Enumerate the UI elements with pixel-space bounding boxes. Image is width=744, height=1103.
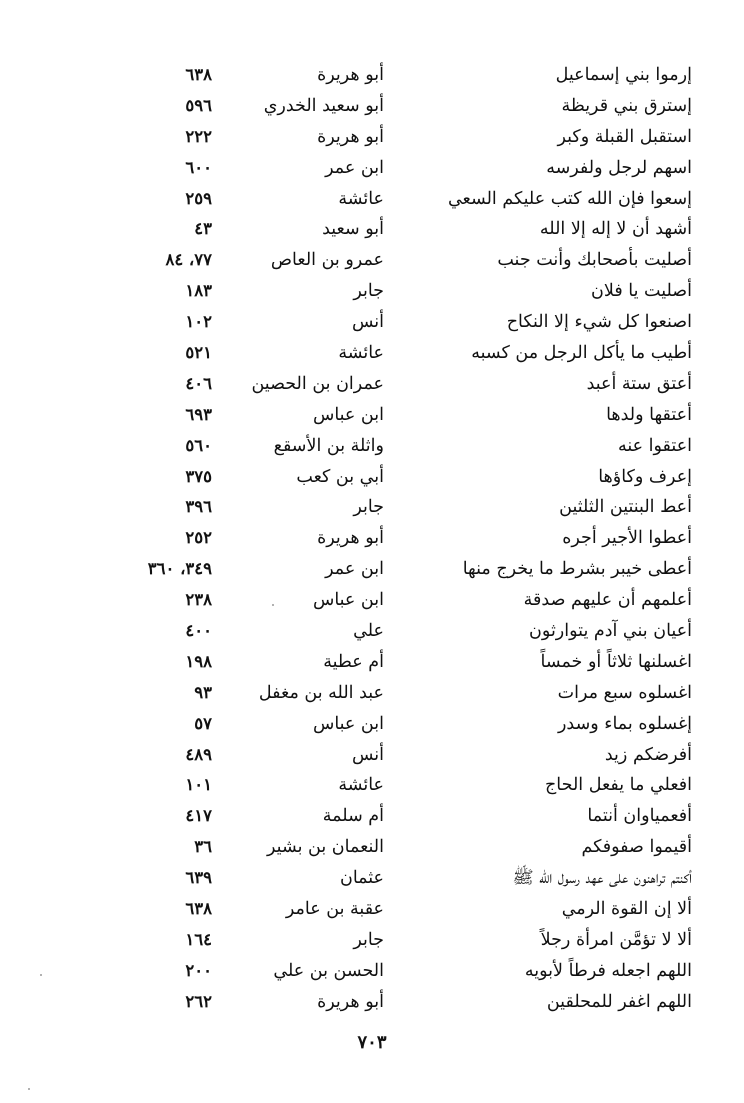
narrator-name: أبو هريرة [317,528,384,549]
narrator-name: عائشة [338,188,384,209]
narrator-name: أم عطية [323,651,384,672]
index-row [0,338,744,369]
index-row [0,832,744,863]
hadith-text: أعلمهم أن عليهم صدقة [523,590,692,611]
narrator-name: عائشة [338,775,384,796]
page-reference: ٥٧ [194,713,212,733]
page-reference: ٤٨٩ [185,744,212,764]
hadith-text: أكنتم تراهنون على عهد رسول الله ﷺ [512,868,692,889]
narrator-name: أنس [351,744,384,765]
page-reference: ٩٣ [194,682,212,702]
hadith-text: إسترق بني قريظة [561,95,692,116]
page-reference: ٧٧، ٨٤ [165,250,212,270]
narrator-name: أبو هريرة [317,126,384,147]
hadith-text: أشهد أن لا إله إلا الله [539,219,692,240]
narrator-name: جابر [353,497,384,518]
index-row [0,184,744,215]
hadith-text: إسعوا فإن الله كتب عليكم السعي [447,188,692,209]
index-row [0,894,744,925]
index-row [0,214,744,245]
page-reference: ٤٠٦ [185,373,212,393]
page-reference: ٦٣٨ [185,65,212,84]
index-row [0,647,744,678]
index-row [0,369,744,400]
page-reference: ٢٥٢ [185,528,212,548]
hadith-text: إرموا بني إسماعيل [555,65,692,85]
narrator-name: أبي بن كعب [296,466,384,487]
narrator-name: ابن عباس [312,713,384,734]
page-reference: ٦٩٣ [185,404,212,424]
hadith-text: أعتق ستة أعبد [586,373,692,394]
narrator-name: الحسن بن علي [273,960,384,981]
hadith-text: اغسلوه سبع مرات [557,682,692,703]
paper-speck [272,604,274,606]
narrator-name: أبو سعيد الخدري [263,95,384,116]
page-reference: ٢٢٢ [185,126,212,146]
page-reference: ٤٣ [194,219,212,239]
narrator-name: عقبة بن عامر [285,899,384,920]
page-reference: ٦٣٨ [185,899,212,919]
index-row [0,91,744,122]
page-reference: ٢٣٨ [185,590,212,610]
hadith-text: اللهم اغفر للمحلقين [546,991,692,1012]
page-reference: ١٦٤ [185,929,212,949]
hadith-text: اصنعوا كل شيء إلا النكاح [506,312,692,333]
hadith-text: استقبل القبلة وكبر [557,126,692,147]
hadith-text: إغسلوه بماء وسدر [557,713,692,734]
index-row [0,616,744,647]
narrator-name: ابن عمر [325,559,384,580]
narrator-name: النعمان بن بشير [267,837,384,858]
paper-speck [40,974,42,976]
hadith-text: اسهم لرجل ولفرسه [546,157,692,178]
page-reference: ١٠٢ [185,312,212,332]
index-row [0,585,744,616]
hadith-text: أقيموا صفوفكم [581,837,692,858]
narrator-name: عمرو بن العاص [270,250,384,271]
page-reference: ١٨٣ [185,281,212,301]
page-reference: ٥٩٦ [185,95,212,115]
index-row [0,245,744,276]
index-row [0,122,744,153]
narrator-name: ابن عمر [325,157,384,178]
index-row [0,740,744,771]
index-row [0,492,744,523]
page-reference: ٣٩٦ [185,497,212,517]
page-reference: ٥٦٠ [185,435,212,455]
narrator-name: أنس [351,312,384,333]
narrator-name: واثلة بن الأسقع [273,435,384,456]
page-reference: ٢٠٠ [185,960,212,980]
narrator-name: عبد الله بن مغفل [258,682,384,703]
hadith-text: أعيان بني آدم يتوارثون [529,621,692,642]
page-reference: ١٠١ [185,775,212,795]
index-row [0,462,744,493]
narrator-name: جابر [353,281,384,302]
hadith-text: ألا إن القوة الرمي [561,899,692,920]
narrator-name: ابن عباس [312,590,384,611]
page-reference: ٣٦ [194,837,212,857]
narrator-name: ابن عباس [312,404,384,425]
index-row [0,956,744,987]
index-row [0,153,744,184]
index-row [0,431,744,462]
page-reference: ٤٠٠ [185,621,212,641]
hadith-index-table [0,60,744,1018]
index-row [0,60,744,91]
index-row [0,554,744,585]
page-reference: ٦٠٠ [185,157,212,177]
narrator-name: أم سلمة [322,806,384,827]
narrator-name: علي [353,621,384,642]
page-reference: ١٩٨ [185,651,212,671]
hadith-text: أطيب ما يأكل الرجل من كسبه [471,343,692,364]
page-number: ٧٠٣ [357,1032,387,1053]
index-row [0,523,744,554]
narrator-name: أبو سعيد [322,219,384,240]
hadith-text: أصليت يا فلان [591,281,692,302]
index-row [0,276,744,307]
index-row [0,307,744,338]
index-row [0,987,744,1018]
index-row [0,678,744,709]
narrator-name: عثمان [339,868,384,889]
index-row [0,863,744,894]
index-row [0,709,744,740]
hadith-text: أفرضكم زيد [604,744,692,765]
narrator-name: جابر [353,929,384,950]
page-reference: ٣٤٩، ٣٦٠ [147,559,212,579]
hadith-text: أعتقها ولدها [606,404,692,425]
page-reference: ٦٣٩ [185,868,212,888]
index-row [0,801,744,832]
hadith-text: افعلي ما يفعل الحاج [545,775,692,796]
narrator-name: أبو هريرة [317,991,384,1012]
hadith-text: إعرف وكاؤها [598,466,692,487]
hadith-text: أعطوا الأجير أجره [562,528,692,549]
hadith-text: اللهم اجعله فرطاً لأبويه [524,960,692,981]
hadith-text: اغسلنها ثلاثاً أو خمساً [540,651,692,672]
paper-speck [28,1088,30,1090]
narrator-name: عمران بن الحصين [251,373,384,394]
hadith-text: أعطى خيبر بشرط ما يخرج منها [462,559,692,580]
page-reference: ٥٢١ [185,343,212,363]
hadith-text: أصليت بأصحابك وأنت جنب [497,250,692,271]
page-reference: ٢٦٢ [185,991,212,1011]
hadith-text: اعتقوا عنه [617,435,692,456]
narrator-name: أبو هريرة [317,65,384,85]
index-row [0,770,744,801]
narrator-name: عائشة [338,343,384,364]
page-reference: ٢٥٩ [185,188,212,208]
page-reference: ٤١٧ [185,806,212,826]
hadith-text: ألا لا تؤمَّن امرأة رجلاً [540,929,692,950]
hadith-text: أعط البنتين الثلثين [559,497,692,518]
page-reference: ٣٧٥ [185,466,212,486]
index-row [0,400,744,431]
index-row [0,925,744,956]
hadith-text: أفعمياوان أنتما [587,806,692,827]
